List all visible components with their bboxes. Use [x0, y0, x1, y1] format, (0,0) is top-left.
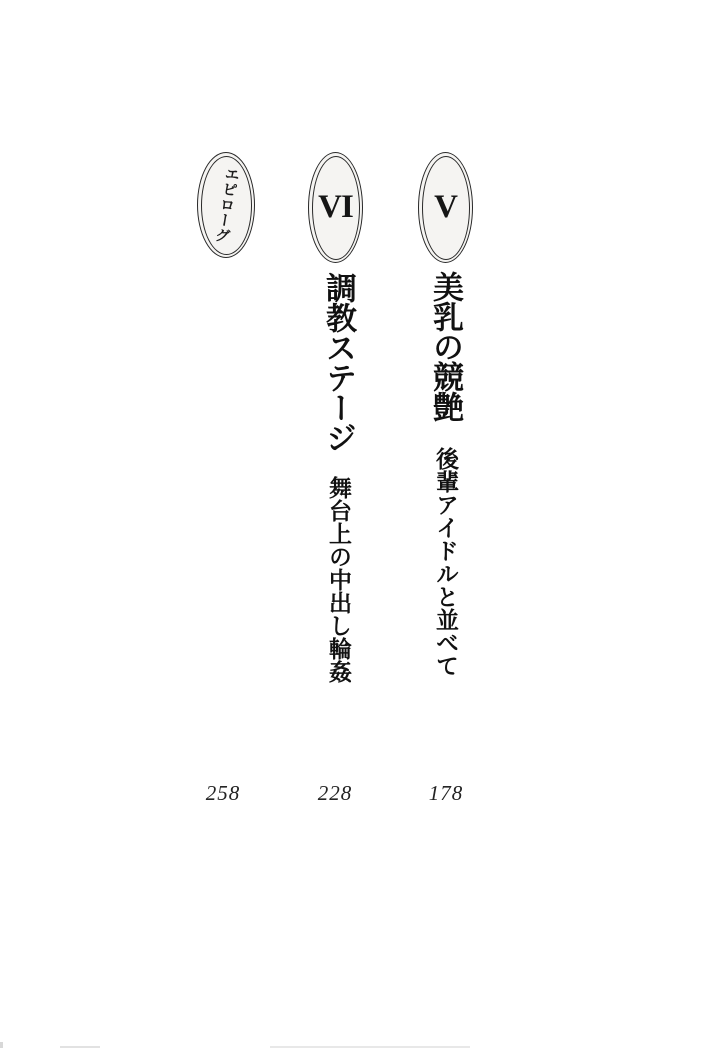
chapter-v-numeral: V — [434, 189, 457, 225]
chapter-v-title: 美乳の競艶 — [428, 271, 463, 421]
chapter-v-page-number: 178 — [428, 781, 464, 805]
scan-edge-artifact — [60, 1046, 100, 1048]
chapter-vi-badge-oval — [308, 152, 363, 263]
chapter-vi-title: 調教ステージ — [321, 272, 356, 452]
scan-edge-artifact — [270, 1046, 470, 1048]
chapter-v-badge-oval — [418, 152, 473, 263]
chapter-vi-subtitle: 舞台上の中出し輪姦 — [326, 476, 352, 683]
epilogue-badge-oval — [197, 152, 255, 258]
epilogue-label: エピローグ — [211, 165, 242, 245]
scan-edge-artifact — [0, 1042, 3, 1048]
epilogue-page-number: 258 — [205, 781, 241, 805]
chapter-vi-numeral: VI — [318, 189, 353, 225]
chapter-v-subtitle: 後輩アイドルと並べて — [433, 447, 459, 677]
chapter-vi-page-number: 228 — [317, 781, 353, 805]
